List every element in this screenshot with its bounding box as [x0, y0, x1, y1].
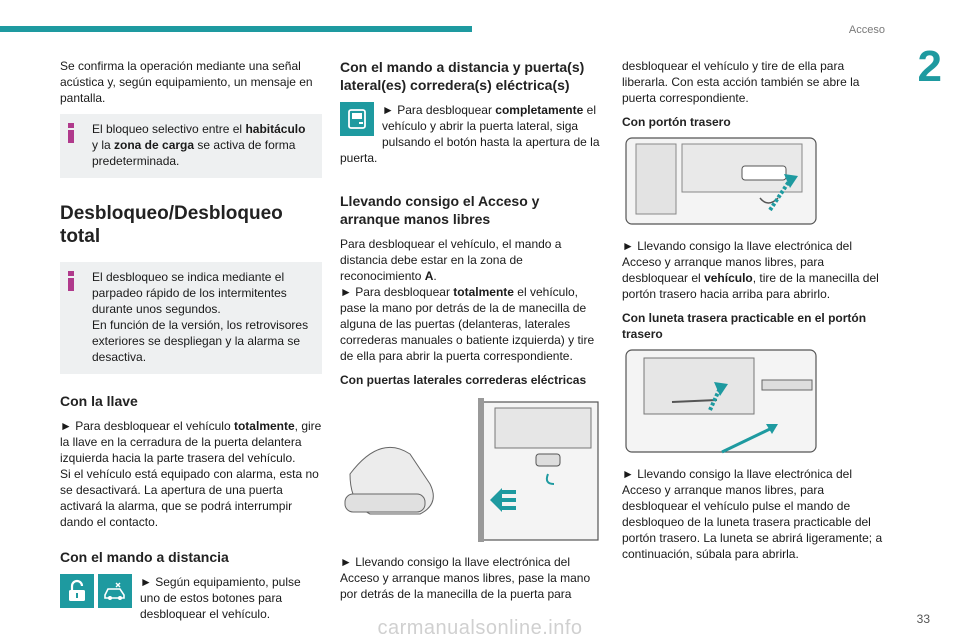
subtitle-hands-free: Llevando consigo el Acceso y arranque manos libres: [340, 193, 540, 227]
subtitle-rear-window: Con luneta trasera practicable en el portón trasero: [622, 311, 867, 341]
header-title: Acceso: [848, 24, 885, 36]
chapter-number: 2: [917, 42, 942, 91]
info-icon: [68, 271, 74, 291]
confirm-paragraph: Se confirma la operación mediante una señal acústica y, según equipamiento, un mensaje en pantalla.: [60, 59, 313, 105]
column-3: [622, 58, 887, 570]
section-title-unlock: Desbloqueo/Desbloqueo total: [60, 203, 283, 247]
unlock-icon: [60, 574, 94, 608]
rear-window-paragraph: ► Llevando consigo la llave electrónica del Acceso y arranque manos libres, para desbloquear el vehículo pulse el mando de desbloqueo de la luneta trasera practicable del portón trasero. La luneta se abrirá ligeramente; a continuación, súbala para abrirla.: [622, 467, 883, 561]
page-number: 33: [916, 612, 930, 626]
door-button-icon-wrap: [340, 102, 374, 136]
column-1: [60, 58, 322, 630]
column-2: [340, 58, 602, 610]
watermark: carmanualsonline.info: [377, 617, 583, 639]
illustration-rear-window: [622, 348, 887, 456]
remote-buttons-icons: [60, 574, 132, 608]
hands-free-paragraph: Para desbloquear el vehículo, el mando a distancia debe estar en la zona de reconocimiento A. ► Para desbloquear totalmente el vehículo, pase la mano por detrás de la de manecilla de alguna de las puertas (delanteras, laterales correderas manuales o batiente izquierda) y tire de ella para abrir la puerta correspondiente.: [340, 237, 595, 363]
sliding-doors-paragraph: ► Llevando consigo la llave electrónica del Acceso y arranque manos libres, pase la mano por detrás de la manecilla de la puerta para: [340, 555, 591, 601]
subtitle-tailgate: Con portón trasero: [622, 115, 731, 129]
illustration-sliding-door: [340, 394, 602, 544]
continued-paragraph: desbloquear el vehículo y tire de ella para liberarla. Con esta acción también se abre la puerta correspondiente.: [622, 59, 860, 105]
subtitle-sliding-doors: Con puertas laterales correderas eléctricas: [340, 373, 587, 387]
info-icon: [68, 123, 74, 143]
car-door-icon: [340, 102, 374, 136]
key-paragraph: ► Para desbloquear el vehículo totalmente, gire la llave en la cerradura de la puerta delantera izquierda hacia la parte trasera del vehículo. Si el vehículo está equipado con alarma, esta no se desactivará. La apertura de una puerta activará la alarma, que se podrá interrumpir dando el contacto.: [60, 419, 322, 529]
remote-paragraph: ► Según equipamiento, pulse uno de estos botones para desbloquear el vehículo.: [140, 575, 301, 621]
remote-door-paragraph: ► Para desbloquear completamente el vehículo y abrir la puerta lateral, siga pulsando el botón hasta la apertura de la puerta.: [340, 103, 600, 165]
info-text: El bloqueo selectivo entre el habitáculo y la zona de carga se activa de forma predeterminada.: [92, 122, 306, 168]
car-key-icon: [98, 574, 132, 608]
illustration-tailgate: [622, 136, 887, 228]
tailgate-paragraph: ► Llevando consigo la llave electrónica del Acceso y arranque manos libres, para desbloquear el vehículo, tire de la manecilla del portón trasero hacia arriba para abrirlo.: [622, 239, 879, 301]
subtitle-remote-door: Con el mando a distancia y puerta(s) lateral(es) corredera(s) eléctrica(s): [340, 59, 585, 93]
info-box-selective-lock: [60, 114, 322, 178]
header-accent-bar: [0, 26, 472, 32]
info-text: El desbloqueo se indica mediante el parpadeo rápido de los intermitentes durante unos segundos. En función de la versión, los retrovisores exteriores se despliegan y la alarma se desactiva.: [92, 270, 309, 364]
info-box-unlock: [60, 262, 322, 374]
subtitle-key: Con la llave: [60, 393, 138, 409]
subtitle-remote: Con el mando a distancia: [60, 549, 229, 565]
